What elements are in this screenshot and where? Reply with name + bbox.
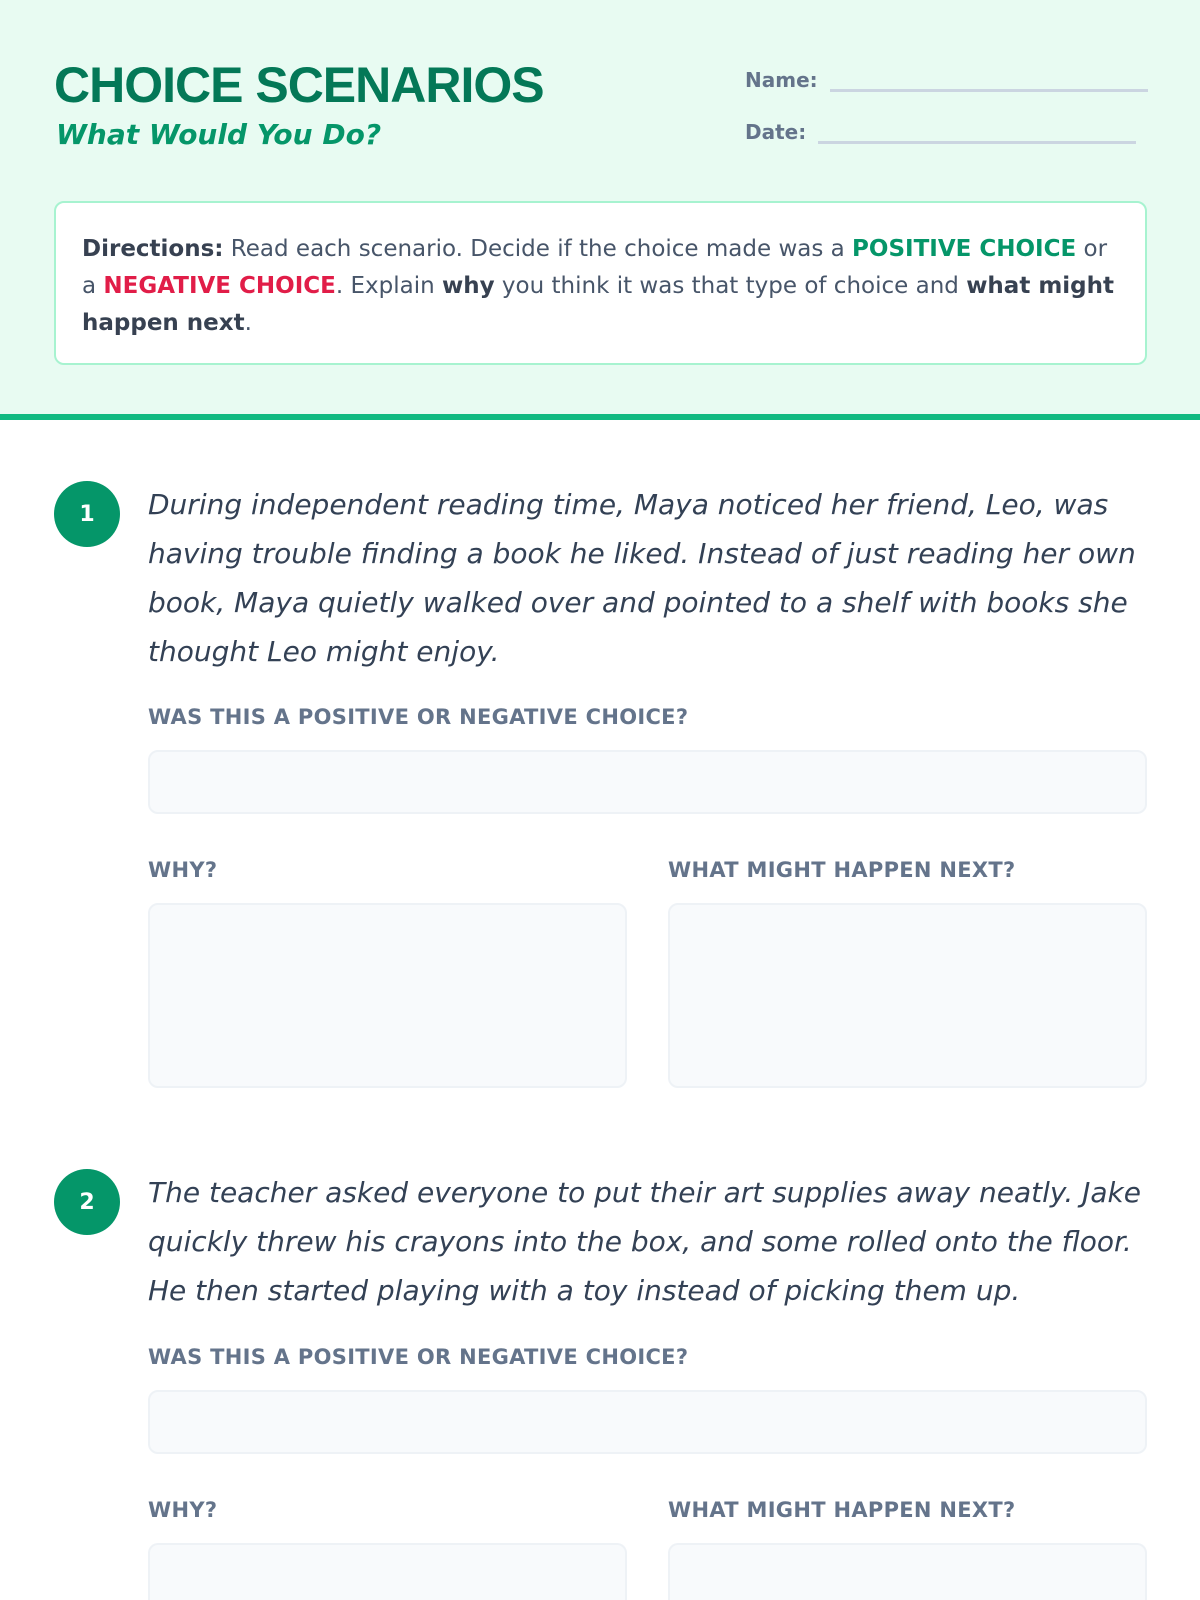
date-label: Date: [745,120,807,144]
date-input-line[interactable] [818,120,1136,144]
directions-lead: Directions: [82,236,224,262]
choice-question-label: WAS THIS A POSITIVE OR NEGATIVE CHOICE? [148,705,689,729]
why-label: WHY? [148,1498,218,1522]
scenario-text: During independent reading time, Maya noticed her friend, Leo, was having trouble finding a book he liked. Instead of just reading her own book, Maya quietly walked over and pointed to a shelf with books she thought Leo might enjoy. [148,488,1136,668]
what-next-answer-box[interactable] [668,1543,1147,1600]
directions-what-next: what might happen next [82,273,1115,336]
directions-text-1: Read each scenario. Decide if the choice made was a [223,236,853,262]
why-label: WHY? [148,858,218,882]
date-field[interactable] [745,120,1136,144]
scenario-number-badge: 2 [54,1169,120,1235]
what-next-label: WHAT MIGHT HAPPEN NEXT? [668,858,1016,882]
worksheet-header [0,0,1200,420]
page-title: CHOICE SCENARIOS [54,57,544,113]
directions-text-4: you think it was that type of choice and [494,273,967,299]
choice-answer-box[interactable] [148,750,1147,814]
scenario-number-badge: 1 [54,481,120,547]
directions-text-5: . [244,310,252,336]
page-subtitle: What Would You Do? [56,118,382,151]
what-next-answer-box[interactable] [668,903,1147,1088]
name-label: Name: [745,68,818,92]
directions-text-2: or a [82,236,1108,299]
positive-choice-label: POSITIVE CHOICE [852,236,1077,262]
what-next-label: WHAT MIGHT HAPPEN NEXT? [668,1498,1016,1522]
scenario-text: The teacher asked everyone to put their art supplies away neatly. Jake quickly threw his crayons into the box, and some rolled onto the floor. He then started playing with a toy instead of picking them up. [148,1176,1141,1307]
choice-question-label: WAS THIS A POSITIVE OR NEGATIVE CHOICE? [148,1345,689,1369]
directions-why: why [442,273,495,299]
directions-box [54,201,1147,365]
why-answer-box[interactable] [148,1543,627,1600]
why-answer-box[interactable] [148,903,627,1088]
negative-choice-label: NEGATIVE CHOICE [103,273,336,299]
directions-text-3: . Explain [335,273,442,299]
name-field[interactable] [745,68,1148,92]
name-input-line[interactable] [830,68,1148,92]
choice-answer-box[interactable] [148,1390,1147,1454]
